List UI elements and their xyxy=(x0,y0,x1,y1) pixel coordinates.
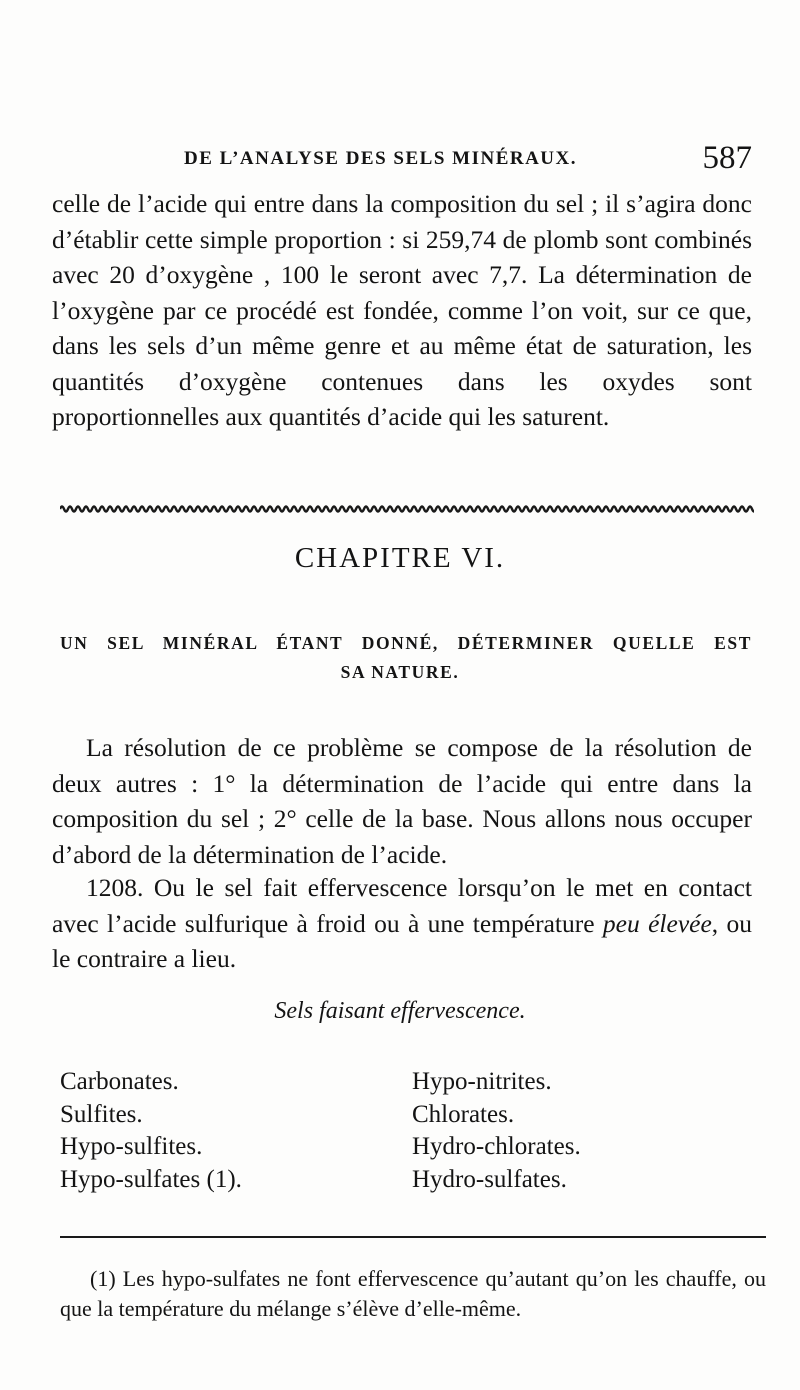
paragraph-resolution: La résolution de ce problème se compose de la résolution de deux autres : 1° la détermination de l’acide qui entre dans la composition du sel ; 2° celle de la base. Nous allons nous occuper d’abord de la détermination de l’acide. xyxy=(52,733,752,869)
paragraph-1208 xyxy=(52,870,752,977)
paragraph-1208-text-b: , ou le contraire a lieu. xyxy=(52,908,753,973)
footnote-rule xyxy=(60,1236,766,1238)
list-item: Hypo-sulfates (1). xyxy=(60,1165,242,1193)
top-paragraph: celle de l’acide qui entre dans la composition du sel ; il s’agira donc d’établir cette simple proportion : si 259,74 de plomb sont combinés avec 20 d’oxygène , 100 le seront avec 7,7. La détermination de l’oxygène par ce procédé est fondée, comme l’on voit, sur ce que, dans les sels d’un même genre et au même état de saturation, les quantités d’oxygène contenues dans les oxydes sont proportionnelles aux quantités d’acide qui les saturent. xyxy=(52,189,752,431)
list-item: Carbonates. xyxy=(60,1068,179,1095)
running-head: DE L’ANALYSE DES SELS MINÉRAUX. xyxy=(184,148,577,169)
footnote: (1) Les hypo-sulfates ne font effervescence qu’autant qu’on les chauffe, ou que la température du mélange s’élève d’elle-même. xyxy=(60,1266,766,1321)
list-item: Hydro-chlorates. xyxy=(412,1133,581,1160)
chapter-title: CHAPITRE VI. xyxy=(294,542,506,574)
chapter-subtitle-line-1: UN SEL MINÉRAL ÉTANT DONNÉ, DÉTERMINER QUELLE EST xyxy=(60,633,752,653)
salts-list-right xyxy=(412,1066,581,1196)
list-item: Hypo-nitrites. xyxy=(412,1068,552,1095)
list-subheading: Sels faisant effervescence. xyxy=(274,998,526,1024)
list-item: Hypo-sulfites. xyxy=(60,1133,203,1160)
page-number: 587 xyxy=(702,140,752,176)
page-header xyxy=(52,140,752,180)
salts-list-left xyxy=(60,1066,242,1196)
paragraph-1208-italic: peu élevée xyxy=(602,908,712,938)
chapter-subtitle-line-2: SA NATURE. xyxy=(340,662,460,682)
wavy-rule-divider xyxy=(60,503,754,515)
list-item: Hydro-sulfates. xyxy=(412,1165,567,1193)
paragraph-1208-text-a: 1208. Ou le sel fait effervescence lorsqu’on le met en contact avec l’acide sulfurique à froid ou à une température xyxy=(52,873,752,938)
list-item: Sulfites. xyxy=(60,1100,143,1128)
list-item: Chlorates. xyxy=(412,1100,515,1128)
